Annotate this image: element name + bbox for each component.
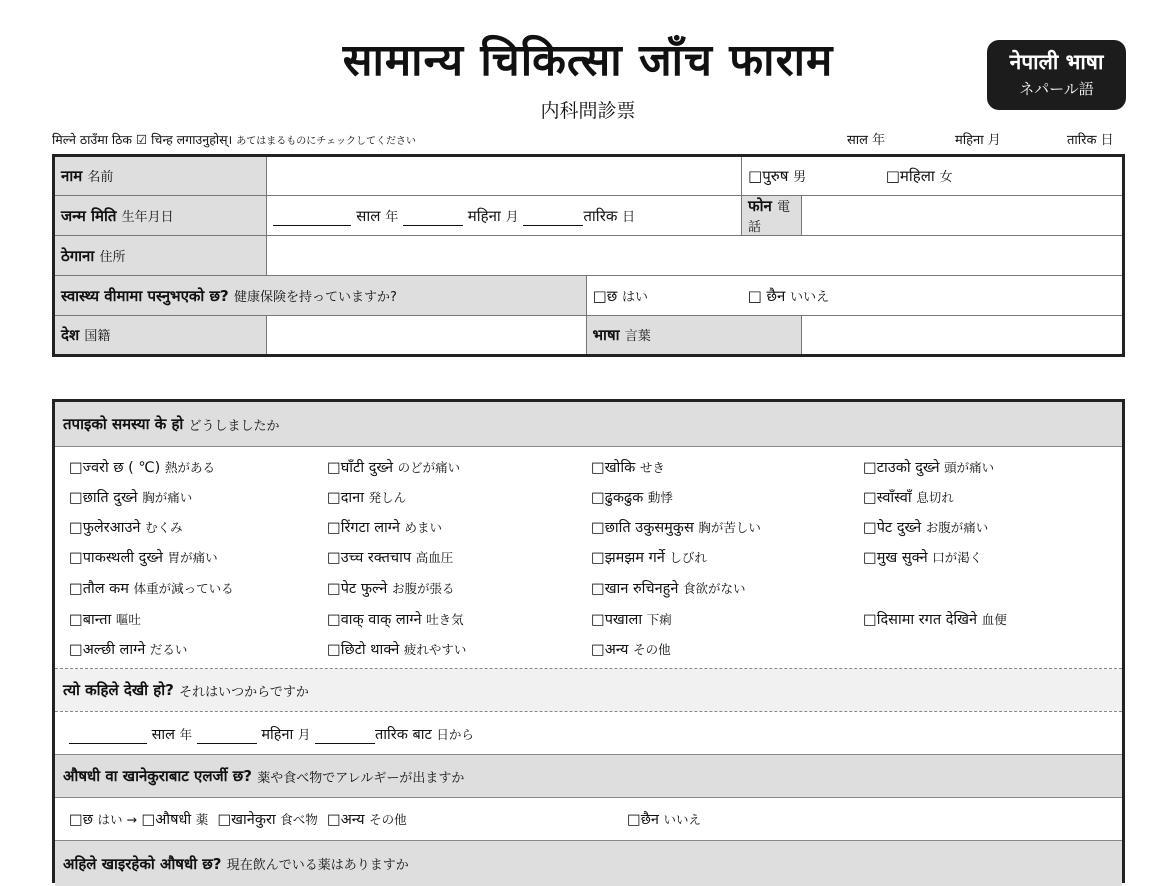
symptom-checkbox[interactable]: □उच्च रक्तचाप 高血圧: [327, 550, 454, 566]
insurance-label: स्वास्थ्य वीमामा पस्नुभएको छ? 健康保険を持っていますか?: [54, 276, 587, 316]
country-field[interactable]: [267, 316, 586, 356]
allergy-options: [69, 809, 407, 829]
symptom-checkbox[interactable]: □छाति उकुसमुकुस 胸が苦しい: [591, 520, 761, 536]
symptom-checkbox[interactable]: □छिटो थाक्ने 疲れやすい: [327, 642, 467, 658]
current-medicine-heading: अहिले खाइरहेको औषधी छ? 現在飲んでいる薬はありますか: [55, 841, 1122, 886]
address-label: ठेगाना 住所: [54, 236, 267, 276]
symptom-checkbox[interactable]: □ढुकढुक 動悸: [591, 490, 673, 506]
badge-nepali: नेपाली भाषा: [1009, 50, 1104, 74]
symptom-checkbox[interactable]: □ज्वरो छ ( ℃) 熱がある: [69, 460, 215, 476]
symptom-checkbox[interactable]: □रिंगटा लाग्ने めまい: [327, 520, 443, 536]
insurance-no-checkbox[interactable]: □ छैन いいえ: [747, 286, 830, 305]
allergy-heading: औषधी वा खानेकुराबाट एलर्जी छ? 薬や食べ物でアレルギーが出ますか: [55, 755, 1122, 797]
insurance-options: [586, 276, 1123, 316]
symptom-checkbox[interactable]: □खोकि せき: [591, 460, 665, 476]
symptom-checkbox[interactable]: □पाकस्थली दुख्ने 胃が痛い: [69, 550, 218, 566]
female-checkbox[interactable]: □महिला 女: [885, 167, 953, 185]
allergy-yes-checkbox[interactable]: □छ はい →: [69, 812, 137, 828]
name-field[interactable]: [267, 156, 742, 196]
gender-cell: [742, 156, 1124, 196]
header-month[interactable]: महिना 月: [955, 133, 1001, 148]
onset-date-field[interactable]: साल 年 महिना 月 तारिक बाट 日から: [69, 724, 474, 744]
symptom-checkbox[interactable]: □घाँटी दुख्ने のどが痛い: [327, 460, 461, 476]
symptom-checkbox[interactable]: □दाना 発しん: [327, 490, 407, 506]
symptom-checkbox[interactable]: □वाक् वाक् लाग्ने 吐き気: [327, 612, 464, 628]
language-label: भाषा 言葉: [586, 316, 801, 356]
header-day[interactable]: तारिक 日: [1067, 133, 1114, 148]
allergy-food-checkbox[interactable]: □खानेकुरा 食べ物: [217, 812, 318, 828]
symptoms-section: [52, 399, 1125, 883]
language-field[interactable]: [801, 316, 1123, 356]
symptom-checkbox[interactable]: □छाति दुख्ने 胸が痛い: [69, 490, 193, 506]
symptom-checkbox[interactable]: □पेट फुल्ने お腹が張る: [327, 581, 455, 597]
onset-heading: त्यो कहिले देखी हो? それはいつからですか: [55, 669, 1122, 711]
allergy-medicine-checkbox[interactable]: □औषधी 薬: [141, 812, 209, 828]
symptom-checkbox[interactable]: □पखाला 下痢: [591, 612, 672, 628]
dob-label: जन्म मिति 生年月日: [54, 196, 267, 236]
form-subtitle: 内科問診票: [540, 100, 636, 122]
name-label: नाम 名前: [54, 156, 267, 196]
header-year[interactable]: साल 年: [847, 133, 886, 148]
symptom-checkbox[interactable]: □पेट दुख्ने お腹が痛い: [863, 520, 989, 536]
problem-heading: तपाइको समस्या के हो どうしましたか: [55, 402, 1122, 446]
badge-japanese: ネパール語: [1019, 80, 1094, 98]
symptom-checkbox[interactable]: □फुलेरआउने むくみ: [69, 520, 183, 536]
language-badge: [987, 40, 1126, 110]
symptom-checkbox[interactable]: □मुख सुक्ने 口が渇く: [863, 550, 983, 566]
country-label: देश 国籍: [54, 316, 267, 356]
instruction-jp: あてはまるものにチェックしてください: [236, 136, 416, 147]
symptom-checkbox[interactable]: □खान रुचिनहुने 食欲がない: [591, 581, 746, 597]
symptom-checkbox[interactable]: □तौल कम 体重が減っている: [69, 581, 234, 597]
insurance-yes-checkbox[interactable]: □छ はい: [592, 286, 648, 305]
symptom-checkbox[interactable]: □झमझम गर्ने しびれ: [591, 550, 707, 566]
allergy-no-checkbox[interactable]: □छैन いいえ: [627, 812, 702, 828]
phone-label: फोन 電話: [742, 196, 802, 236]
symptom-checkbox[interactable]: □अन्य その他: [591, 642, 671, 658]
dob-field[interactable]: साल 年 महिना 月 तारिक 日: [267, 196, 742, 236]
instruction-ne: मिल्ने ठाउँमा ठिक ☑ चिन्ह लगाउनुहोस्।: [52, 132, 233, 147]
phone-field[interactable]: [801, 196, 1123, 236]
allergy-other-checkbox[interactable]: □अन्य その他: [327, 812, 407, 828]
symptom-checkbox[interactable]: □बान्ता 嘔吐: [69, 612, 141, 628]
instruction: [52, 131, 416, 148]
male-checkbox[interactable]: □पुरुष 男: [748, 167, 807, 185]
personal-info-table: [52, 154, 1125, 357]
symptom-checkbox[interactable]: □स्वाँस्वाँ 息切れ: [863, 490, 954, 506]
symptom-checkbox[interactable]: □दिसामा रगत देखिने 血便: [863, 612, 1007, 628]
symptom-checkbox[interactable]: □टाउको दुख्ने 頭が痛い: [863, 460, 995, 476]
symptom-checkbox[interactable]: □अल्छी लाग्ने だるい: [69, 642, 188, 658]
form-title: सामान्य चिकित्सा जाँच फाराम: [342, 35, 834, 86]
address-field[interactable]: [267, 236, 1124, 276]
